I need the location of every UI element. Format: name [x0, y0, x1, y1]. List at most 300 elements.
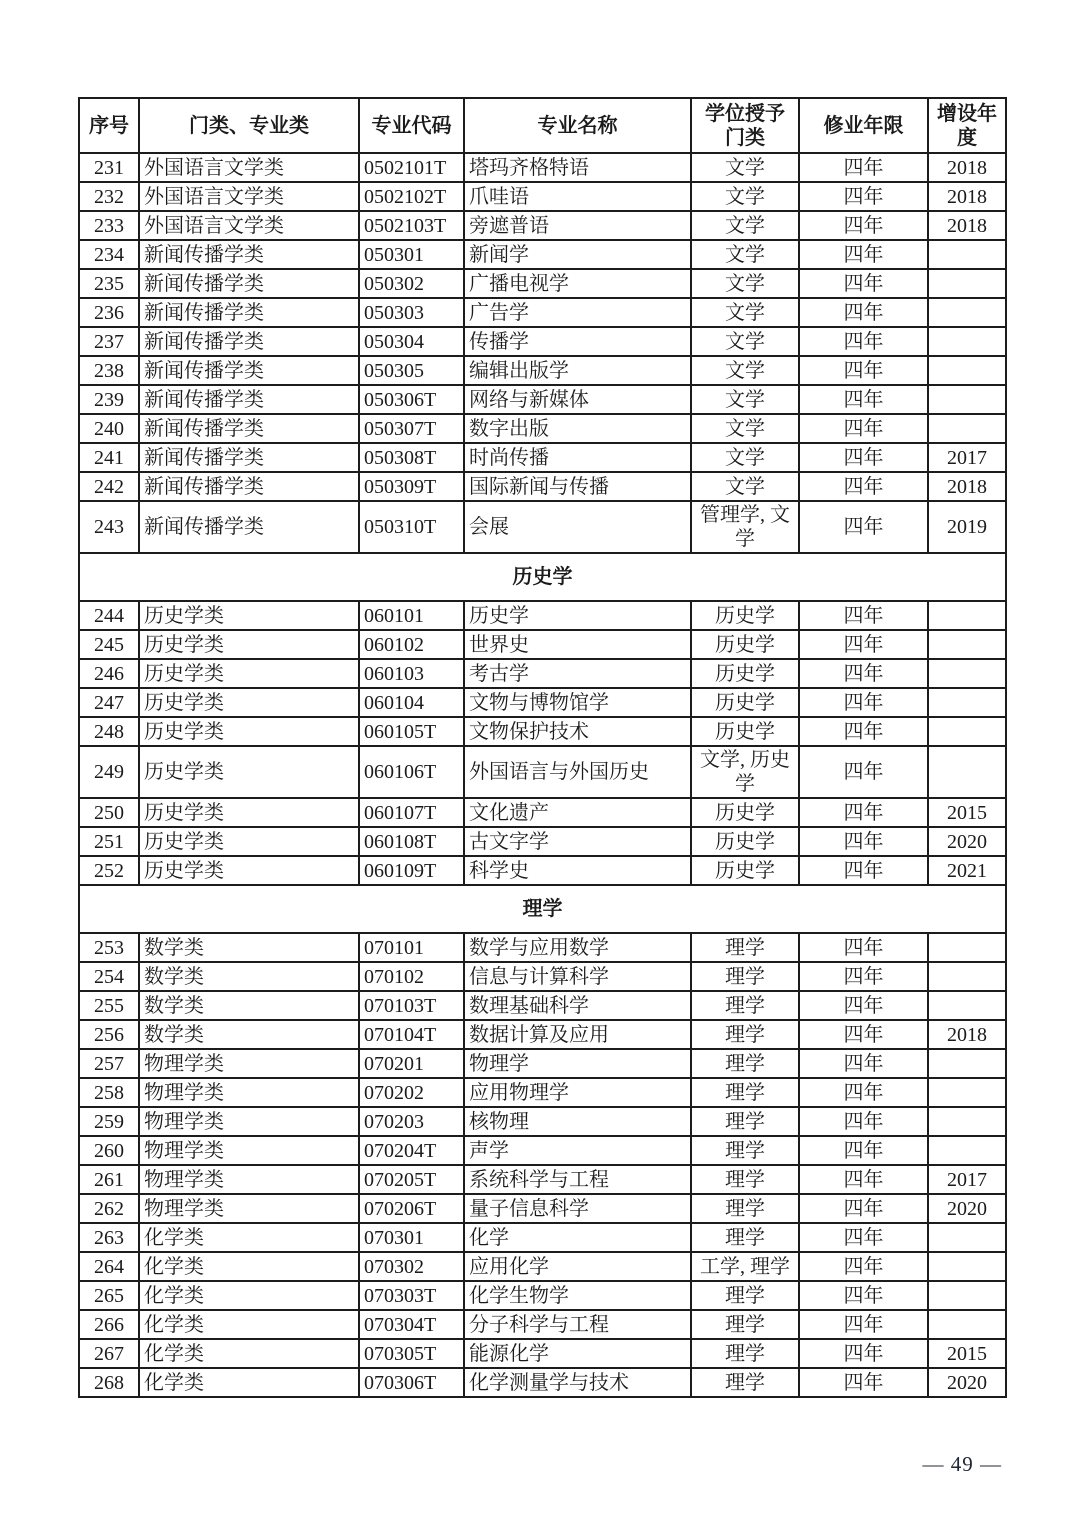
cell-serial-no: 243 — [79, 501, 139, 553]
cell-degree-category: 理学 — [691, 1310, 799, 1339]
table-row — [79, 1223, 1006, 1252]
cell-year-added — [928, 385, 1006, 414]
table-row — [79, 746, 1006, 798]
cell-year-added — [928, 298, 1006, 327]
cell-major-name: 数字出版 — [464, 414, 691, 443]
cell-major-code: 070103T — [359, 991, 464, 1020]
cell-major-code: 070202 — [359, 1078, 464, 1107]
table-row — [79, 1194, 1006, 1223]
cell-degree-category: 文学 — [691, 182, 799, 211]
table-row — [79, 269, 1006, 298]
column-header-4: 学位授予门类 — [691, 98, 799, 153]
table-row — [79, 1049, 1006, 1078]
cell-serial-no: 235 — [79, 269, 139, 298]
cell-duration: 四年 — [799, 933, 928, 962]
cell-degree-category: 历史学 — [691, 827, 799, 856]
cell-major-name: 核物理 — [464, 1107, 691, 1136]
cell-category: 物理学类 — [139, 1049, 359, 1078]
cell-degree-category: 理学 — [691, 1107, 799, 1136]
cell-duration: 四年 — [799, 1165, 928, 1194]
cell-duration: 四年 — [799, 601, 928, 630]
cell-degree-category: 理学 — [691, 1049, 799, 1078]
cell-major-code: 070305T — [359, 1339, 464, 1368]
cell-major-name: 物理学 — [464, 1049, 691, 1078]
cell-major-name: 信息与计算科学 — [464, 962, 691, 991]
cell-serial-no: 252 — [79, 856, 139, 885]
cell-serial-no: 244 — [79, 601, 139, 630]
cell-major-name: 国际新闻与传播 — [464, 472, 691, 501]
cell-major-name: 数理基础科学 — [464, 991, 691, 1020]
cell-major-name: 历史学 — [464, 601, 691, 630]
cell-year-added: 2018 — [928, 211, 1006, 240]
cell-year-added — [928, 991, 1006, 1020]
cell-major-name: 广播电视学 — [464, 269, 691, 298]
cell-serial-no: 259 — [79, 1107, 139, 1136]
cell-year-added: 2018 — [928, 153, 1006, 182]
table-row — [79, 630, 1006, 659]
cell-major-name: 化学生物学 — [464, 1281, 691, 1310]
cell-serial-no: 240 — [79, 414, 139, 443]
cell-major-code: 060109T — [359, 856, 464, 885]
cell-serial-no: 253 — [79, 933, 139, 962]
cell-duration: 四年 — [799, 356, 928, 385]
cell-year-added — [928, 356, 1006, 385]
cell-year-added — [928, 1078, 1006, 1107]
table-row — [79, 798, 1006, 827]
cell-category: 化学类 — [139, 1368, 359, 1397]
cell-duration: 四年 — [799, 856, 928, 885]
cell-year-added — [928, 717, 1006, 746]
cell-major-name: 世界史 — [464, 630, 691, 659]
cell-duration: 四年 — [799, 659, 928, 688]
cell-duration: 四年 — [799, 717, 928, 746]
cell-major-name: 应用化学 — [464, 1252, 691, 1281]
table-row — [79, 472, 1006, 501]
cell-year-added — [928, 659, 1006, 688]
cell-duration: 四年 — [799, 688, 928, 717]
cell-degree-category: 理学 — [691, 1368, 799, 1397]
cell-category: 历史学类 — [139, 717, 359, 746]
cell-category: 物理学类 — [139, 1194, 359, 1223]
cell-duration: 四年 — [799, 182, 928, 211]
cell-duration: 四年 — [799, 501, 928, 553]
section-row — [79, 553, 1006, 601]
cell-major-name: 外国语言与外国历史 — [464, 746, 691, 798]
cell-major-name: 分子科学与工程 — [464, 1310, 691, 1339]
cell-serial-no: 256 — [79, 1020, 139, 1049]
cell-year-added — [928, 1136, 1006, 1165]
column-header-6: 增设年度 — [928, 98, 1006, 153]
table-row — [79, 827, 1006, 856]
cell-year-added — [928, 933, 1006, 962]
cell-degree-category: 历史学 — [691, 856, 799, 885]
header-row — [79, 98, 1006, 153]
cell-serial-no: 251 — [79, 827, 139, 856]
cell-degree-category: 文学 — [691, 385, 799, 414]
cell-major-code: 050304 — [359, 327, 464, 356]
cell-year-added — [928, 414, 1006, 443]
cell-serial-no: 267 — [79, 1339, 139, 1368]
cell-category: 数学类 — [139, 1020, 359, 1049]
table-row — [79, 414, 1006, 443]
table-row — [79, 385, 1006, 414]
cell-degree-category: 理学 — [691, 1136, 799, 1165]
cell-duration: 四年 — [799, 269, 928, 298]
cell-major-code: 060106T — [359, 746, 464, 798]
cell-major-code: 070306T — [359, 1368, 464, 1397]
cell-duration: 四年 — [799, 798, 928, 827]
table-row — [79, 1107, 1006, 1136]
cell-year-added: 2020 — [928, 1368, 1006, 1397]
table-row — [79, 601, 1006, 630]
cell-degree-category: 理学 — [691, 933, 799, 962]
table-row — [79, 856, 1006, 885]
cell-serial-no: 246 — [79, 659, 139, 688]
table-row — [79, 1368, 1006, 1397]
cell-duration: 四年 — [799, 1252, 928, 1281]
cell-major-name: 编辑出版学 — [464, 356, 691, 385]
column-header-2: 专业代码 — [359, 98, 464, 153]
table-row — [79, 240, 1006, 269]
cell-duration: 四年 — [799, 240, 928, 269]
cell-duration: 四年 — [799, 962, 928, 991]
cell-serial-no: 238 — [79, 356, 139, 385]
cell-major-code: 050305 — [359, 356, 464, 385]
cell-duration: 四年 — [799, 1194, 928, 1223]
cell-category: 历史学类 — [139, 856, 359, 885]
cell-major-name: 新闻学 — [464, 240, 691, 269]
cell-category: 新闻传播学类 — [139, 327, 359, 356]
table-row — [79, 659, 1006, 688]
cell-year-added — [928, 601, 1006, 630]
cell-serial-no: 250 — [79, 798, 139, 827]
cell-degree-category: 文学 — [691, 211, 799, 240]
cell-degree-category: 文学 — [691, 356, 799, 385]
cell-category: 数学类 — [139, 962, 359, 991]
cell-major-name: 时尚传播 — [464, 443, 691, 472]
cell-major-code: 070102 — [359, 962, 464, 991]
cell-major-code: 0502101T — [359, 153, 464, 182]
cell-year-added — [928, 1281, 1006, 1310]
cell-major-name: 化学测量学与技术 — [464, 1368, 691, 1397]
cell-duration: 四年 — [799, 385, 928, 414]
column-header-0: 序号 — [79, 98, 139, 153]
cell-category: 数学类 — [139, 933, 359, 962]
cell-duration: 四年 — [799, 630, 928, 659]
cell-category: 历史学类 — [139, 798, 359, 827]
cell-year-added: 2017 — [928, 1165, 1006, 1194]
cell-category: 新闻传播学类 — [139, 501, 359, 553]
table-row — [79, 962, 1006, 991]
cell-serial-no: 248 — [79, 717, 139, 746]
cell-major-name: 文化遗产 — [464, 798, 691, 827]
cell-major-name: 旁遮普语 — [464, 211, 691, 240]
cell-major-code: 060105T — [359, 717, 464, 746]
cell-serial-no: 258 — [79, 1078, 139, 1107]
cell-year-added — [928, 1107, 1006, 1136]
cell-category: 新闻传播学类 — [139, 472, 359, 501]
cell-degree-category: 理学 — [691, 1339, 799, 1368]
cell-degree-category: 管理学, 文学 — [691, 501, 799, 553]
cell-duration: 四年 — [799, 1310, 928, 1339]
cell-category: 化学类 — [139, 1252, 359, 1281]
cell-serial-no: 260 — [79, 1136, 139, 1165]
table-row — [79, 933, 1006, 962]
cell-category: 历史学类 — [139, 746, 359, 798]
cell-year-added: 2015 — [928, 798, 1006, 827]
cell-major-code: 070104T — [359, 1020, 464, 1049]
cell-category: 新闻传播学类 — [139, 240, 359, 269]
table-row — [79, 153, 1006, 182]
cell-duration: 四年 — [799, 1281, 928, 1310]
cell-duration: 四年 — [799, 298, 928, 327]
cell-duration: 四年 — [799, 1223, 928, 1252]
cell-degree-category: 文学 — [691, 472, 799, 501]
cell-category: 新闻传播学类 — [139, 414, 359, 443]
cell-major-name: 爪哇语 — [464, 182, 691, 211]
cell-major-code: 0502103T — [359, 211, 464, 240]
cell-major-name: 广告学 — [464, 298, 691, 327]
cell-major-name: 考古学 — [464, 659, 691, 688]
table-body — [79, 153, 1006, 1397]
section-label: 历史学 — [79, 553, 1006, 601]
cell-major-code: 050303 — [359, 298, 464, 327]
cell-duration: 四年 — [799, 1078, 928, 1107]
table-row — [79, 1252, 1006, 1281]
cell-major-code: 050301 — [359, 240, 464, 269]
cell-major-code: 060102 — [359, 630, 464, 659]
cell-year-added: 2020 — [928, 1194, 1006, 1223]
cell-major-code: 050302 — [359, 269, 464, 298]
table-row — [79, 991, 1006, 1020]
cell-year-added — [928, 962, 1006, 991]
cell-degree-category: 历史学 — [691, 798, 799, 827]
cell-year-added: 2017 — [928, 443, 1006, 472]
majors-table — [78, 97, 1007, 1398]
table-row — [79, 356, 1006, 385]
cell-major-code: 070204T — [359, 1136, 464, 1165]
table-row — [79, 182, 1006, 211]
table-row — [79, 1165, 1006, 1194]
table-row — [79, 688, 1006, 717]
cell-serial-no: 254 — [79, 962, 139, 991]
cell-degree-category: 理学 — [691, 991, 799, 1020]
cell-serial-no: 245 — [79, 630, 139, 659]
cell-category: 化学类 — [139, 1339, 359, 1368]
cell-year-added — [928, 1252, 1006, 1281]
column-header-3: 专业名称 — [464, 98, 691, 153]
cell-year-added — [928, 688, 1006, 717]
cell-degree-category: 文学 — [691, 240, 799, 269]
cell-serial-no: 255 — [79, 991, 139, 1020]
table-row — [79, 1281, 1006, 1310]
cell-category: 新闻传播学类 — [139, 298, 359, 327]
cell-category: 历史学类 — [139, 601, 359, 630]
cell-major-name: 网络与新媒体 — [464, 385, 691, 414]
cell-degree-category: 历史学 — [691, 659, 799, 688]
table-row — [79, 211, 1006, 240]
cell-serial-no: 262 — [79, 1194, 139, 1223]
cell-duration: 四年 — [799, 1020, 928, 1049]
cell-duration: 四年 — [799, 327, 928, 356]
table-row — [79, 501, 1006, 553]
cell-serial-no: 234 — [79, 240, 139, 269]
cell-serial-no: 236 — [79, 298, 139, 327]
cell-duration: 四年 — [799, 827, 928, 856]
cell-year-added — [928, 746, 1006, 798]
cell-serial-no: 242 — [79, 472, 139, 501]
cell-category: 化学类 — [139, 1281, 359, 1310]
cell-category: 外国语言文学类 — [139, 211, 359, 240]
cell-major-code: 060107T — [359, 798, 464, 827]
cell-major-code: 050306T — [359, 385, 464, 414]
cell-year-added — [928, 240, 1006, 269]
cell-duration: 四年 — [799, 414, 928, 443]
cell-category: 新闻传播学类 — [139, 356, 359, 385]
cell-duration: 四年 — [799, 1136, 928, 1165]
cell-major-name: 古文字学 — [464, 827, 691, 856]
table-header — [79, 98, 1006, 153]
cell-year-added: 2020 — [928, 827, 1006, 856]
cell-duration: 四年 — [799, 1339, 928, 1368]
cell-major-name: 化学 — [464, 1223, 691, 1252]
cell-degree-category: 文学 — [691, 443, 799, 472]
cell-year-added: 2018 — [928, 182, 1006, 211]
section-label: 理学 — [79, 885, 1006, 933]
cell-degree-category: 理学 — [691, 1020, 799, 1049]
cell-category: 历史学类 — [139, 827, 359, 856]
cell-major-name: 应用物理学 — [464, 1078, 691, 1107]
cell-year-added — [928, 1223, 1006, 1252]
cell-major-name: 量子信息科学 — [464, 1194, 691, 1223]
cell-year-added: 2015 — [928, 1339, 1006, 1368]
cell-category: 物理学类 — [139, 1165, 359, 1194]
cell-degree-category: 理学 — [691, 1281, 799, 1310]
page-number: — 49 — — [922, 1452, 1002, 1476]
cell-major-code: 070201 — [359, 1049, 464, 1078]
cell-category: 外国语言文学类 — [139, 182, 359, 211]
cell-serial-no: 232 — [79, 182, 139, 211]
cell-serial-no: 247 — [79, 688, 139, 717]
cell-major-name: 文物保护技术 — [464, 717, 691, 746]
table-row — [79, 1020, 1006, 1049]
cell-major-code: 060101 — [359, 601, 464, 630]
cell-degree-category: 文学 — [691, 269, 799, 298]
table-row — [79, 443, 1006, 472]
cell-major-name: 数据计算及应用 — [464, 1020, 691, 1049]
cell-major-code: 060104 — [359, 688, 464, 717]
cell-duration: 四年 — [799, 153, 928, 182]
cell-category: 物理学类 — [139, 1107, 359, 1136]
cell-major-code: 070205T — [359, 1165, 464, 1194]
cell-major-code: 070302 — [359, 1252, 464, 1281]
cell-degree-category: 文学 — [691, 153, 799, 182]
cell-year-added: 2019 — [928, 501, 1006, 553]
cell-degree-category: 理学 — [691, 1165, 799, 1194]
cell-serial-no: 239 — [79, 385, 139, 414]
cell-serial-no: 263 — [79, 1223, 139, 1252]
cell-serial-no: 264 — [79, 1252, 139, 1281]
cell-major-code: 070206T — [359, 1194, 464, 1223]
cell-serial-no: 237 — [79, 327, 139, 356]
cell-degree-category: 文学 — [691, 327, 799, 356]
cell-major-name: 科学史 — [464, 856, 691, 885]
column-header-5: 修业年限 — [799, 98, 928, 153]
cell-major-name: 塔玛齐格特语 — [464, 153, 691, 182]
cell-major-name: 数学与应用数学 — [464, 933, 691, 962]
cell-category: 历史学类 — [139, 659, 359, 688]
cell-serial-no: 265 — [79, 1281, 139, 1310]
cell-serial-no: 231 — [79, 153, 139, 182]
cell-category: 新闻传播学类 — [139, 443, 359, 472]
cell-category: 化学类 — [139, 1310, 359, 1339]
cell-duration: 四年 — [799, 472, 928, 501]
cell-degree-category: 理学 — [691, 1223, 799, 1252]
cell-major-code: 060103 — [359, 659, 464, 688]
cell-major-name: 文物与博物馆学 — [464, 688, 691, 717]
cell-year-added — [928, 1310, 1006, 1339]
cell-degree-category: 理学 — [691, 1078, 799, 1107]
cell-degree-category: 工学, 理学 — [691, 1252, 799, 1281]
cell-major-name: 能源化学 — [464, 1339, 691, 1368]
cell-category: 历史学类 — [139, 688, 359, 717]
cell-duration: 四年 — [799, 1049, 928, 1078]
cell-serial-no: 249 — [79, 746, 139, 798]
cell-major-code: 050310T — [359, 501, 464, 553]
table-row — [79, 327, 1006, 356]
cell-degree-category: 理学 — [691, 962, 799, 991]
cell-category: 历史学类 — [139, 630, 359, 659]
cell-year-added: 2021 — [928, 856, 1006, 885]
cell-duration: 四年 — [799, 1107, 928, 1136]
cell-major-code: 070101 — [359, 933, 464, 962]
cell-degree-category: 历史学 — [691, 717, 799, 746]
cell-duration: 四年 — [799, 746, 928, 798]
cell-major-name: 系统科学与工程 — [464, 1165, 691, 1194]
cell-major-code: 050307T — [359, 414, 464, 443]
cell-serial-no: 233 — [79, 211, 139, 240]
cell-degree-category: 文学 — [691, 414, 799, 443]
cell-category: 物理学类 — [139, 1078, 359, 1107]
cell-major-code: 050309T — [359, 472, 464, 501]
cell-serial-no: 241 — [79, 443, 139, 472]
cell-degree-category: 历史学 — [691, 630, 799, 659]
cell-duration: 四年 — [799, 443, 928, 472]
cell-category: 新闻传播学类 — [139, 385, 359, 414]
cell-category: 物理学类 — [139, 1136, 359, 1165]
cell-major-code: 070303T — [359, 1281, 464, 1310]
cell-degree-category: 文学 — [691, 298, 799, 327]
table-row — [79, 1310, 1006, 1339]
cell-year-added — [928, 327, 1006, 356]
cell-major-name: 会展 — [464, 501, 691, 553]
cell-year-added: 2018 — [928, 1020, 1006, 1049]
cell-year-added — [928, 269, 1006, 298]
table-row — [79, 1136, 1006, 1165]
cell-serial-no: 268 — [79, 1368, 139, 1397]
cell-degree-category: 历史学 — [691, 601, 799, 630]
cell-duration: 四年 — [799, 211, 928, 240]
cell-major-code: 060108T — [359, 827, 464, 856]
cell-major-code: 070301 — [359, 1223, 464, 1252]
cell-duration: 四年 — [799, 1368, 928, 1397]
cell-serial-no: 257 — [79, 1049, 139, 1078]
cell-category: 化学类 — [139, 1223, 359, 1252]
cell-degree-category: 理学 — [691, 1194, 799, 1223]
table-row — [79, 298, 1006, 327]
cell-major-code: 070304T — [359, 1310, 464, 1339]
cell-year-added: 2018 — [928, 472, 1006, 501]
